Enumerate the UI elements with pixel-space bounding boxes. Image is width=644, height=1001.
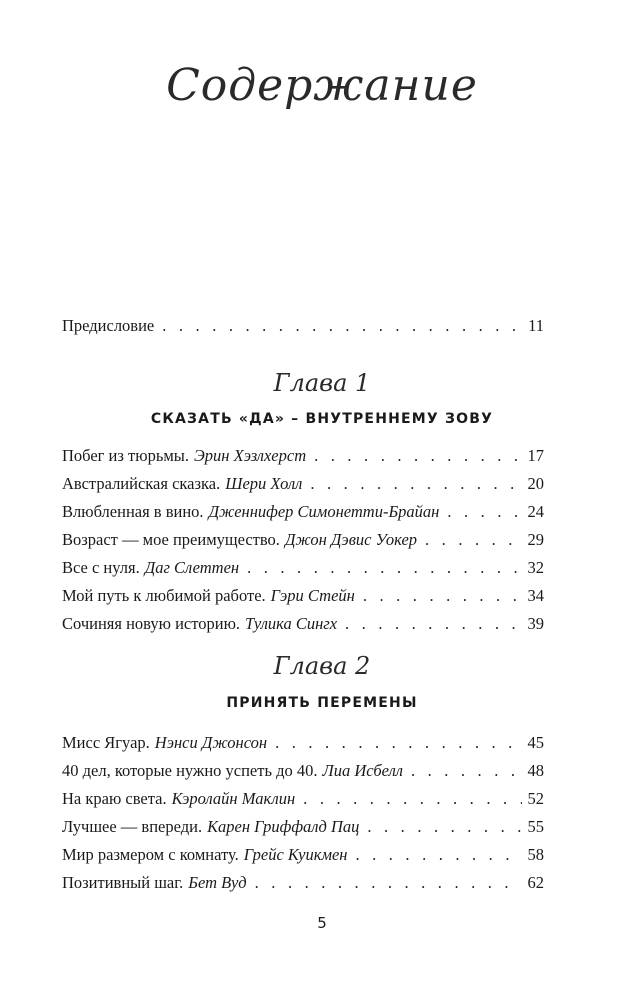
toc-entry[interactable]	[62, 614, 544, 642]
dot-leader	[367, 817, 522, 837]
entry-title: Побег из тюрьмы.	[62, 446, 189, 465]
entry-author: Шери Холл	[225, 474, 303, 493]
entry-author: Грейс Куикмен	[243, 845, 348, 864]
dot-leader	[345, 614, 522, 634]
toc-entry[interactable]	[62, 502, 544, 530]
toc-entry[interactable]	[62, 761, 544, 789]
page-number: 5	[317, 914, 327, 932]
entry-page: 11	[528, 316, 544, 335]
toc-entry[interactable]	[62, 474, 544, 502]
dot-leader	[275, 733, 522, 753]
chapter-2-entries	[62, 733, 544, 901]
entry-page: 32	[527, 558, 544, 577]
entry-title: 40 дел, которые нужно успеть до 40.	[62, 761, 318, 780]
entry-page: 17	[527, 446, 544, 465]
toc-entry[interactable]	[62, 845, 544, 873]
entry-author: Нэнси Джонсон	[154, 733, 268, 752]
dot-leader	[363, 586, 522, 606]
entry-title: Мисс Ягуар.	[62, 733, 150, 752]
page-title: Содержание	[166, 60, 478, 111]
dot-leader	[303, 789, 522, 809]
entry-page: 52	[527, 789, 544, 808]
entry-page: 24	[527, 502, 544, 521]
toc-entry[interactable]	[62, 586, 544, 614]
entry-author: Карен Гриффалд Пац	[207, 817, 360, 836]
dot-leader	[411, 761, 522, 781]
entry-author: Эрин Хэзлхерст	[194, 446, 307, 465]
chapter-1-entries	[62, 446, 544, 642]
entry-title: Лучшее — впереди.	[62, 817, 203, 836]
chapter-1-label: Глава 1	[273, 369, 371, 397]
entry-title: На краю света.	[62, 789, 167, 808]
entry-author: Тулика Сингх	[245, 614, 338, 633]
toc-entry[interactable]	[62, 446, 544, 474]
toc-entry[interactable]	[62, 530, 544, 558]
toc-entry[interactable]	[62, 817, 544, 845]
entry-title: Влюбленная в вино.	[62, 502, 204, 521]
entry-page: 39	[527, 614, 544, 633]
toc-entry[interactable]	[62, 733, 544, 761]
entry-title: Мир размером с комнату.	[62, 845, 239, 864]
entry-title: Предисловие	[62, 316, 155, 335]
entry-page: 58	[527, 845, 544, 864]
toc-preface	[62, 316, 544, 344]
entry-author: Гэри Стейн	[270, 586, 355, 605]
dot-leader	[310, 474, 522, 494]
entry-page: 62	[527, 873, 544, 892]
toc-entry[interactable]	[62, 873, 544, 901]
entry-author: Даг Слеттен	[144, 558, 240, 577]
dot-leader	[314, 446, 522, 466]
entry-page: 20	[527, 474, 544, 493]
entry-page: 45	[527, 733, 544, 752]
entry-title: Мой путь к любимой работе.	[62, 586, 266, 605]
entry-title: Возраст — мое преимущество.	[62, 530, 280, 549]
toc-entry[interactable]	[62, 316, 544, 344]
entry-author: Джон Дэвис Уокер	[284, 530, 418, 549]
entry-page: 55	[527, 817, 544, 836]
dot-leader	[162, 316, 522, 336]
entry-title: Позитивный шаг.	[62, 873, 184, 892]
chapter-1-title: СКАЗАТЬ «ДА» – ВНУТРЕННЕМУ ЗОВУ	[150, 411, 494, 427]
entry-author: Бет Вуд	[188, 873, 247, 892]
chapter-2-title: ПРИНЯТЬ ПЕРЕМЕНЫ	[226, 695, 418, 711]
entry-author: Лиа Исбелл	[322, 761, 403, 780]
dot-leader	[247, 558, 522, 578]
entry-author: Кэролайн Маклин	[171, 789, 296, 808]
toc-entry[interactable]	[62, 558, 544, 586]
entry-author: Дженнифер Симонетти-Брайан	[208, 502, 440, 521]
entry-title: Австралийская сказка.	[62, 474, 221, 493]
entry-page: 29	[527, 530, 544, 549]
toc-entry[interactable]	[62, 789, 544, 817]
entry-title: Все с нуля.	[62, 558, 140, 577]
entry-page: 48	[527, 761, 544, 780]
dot-leader	[447, 502, 522, 522]
entry-page: 34	[527, 586, 544, 605]
dot-leader	[355, 845, 522, 865]
dot-leader	[425, 530, 522, 550]
chapter-2-label: Глава 2	[273, 652, 371, 680]
dot-leader	[255, 873, 522, 893]
entry-title: Сочиняя новую историю.	[62, 614, 241, 633]
